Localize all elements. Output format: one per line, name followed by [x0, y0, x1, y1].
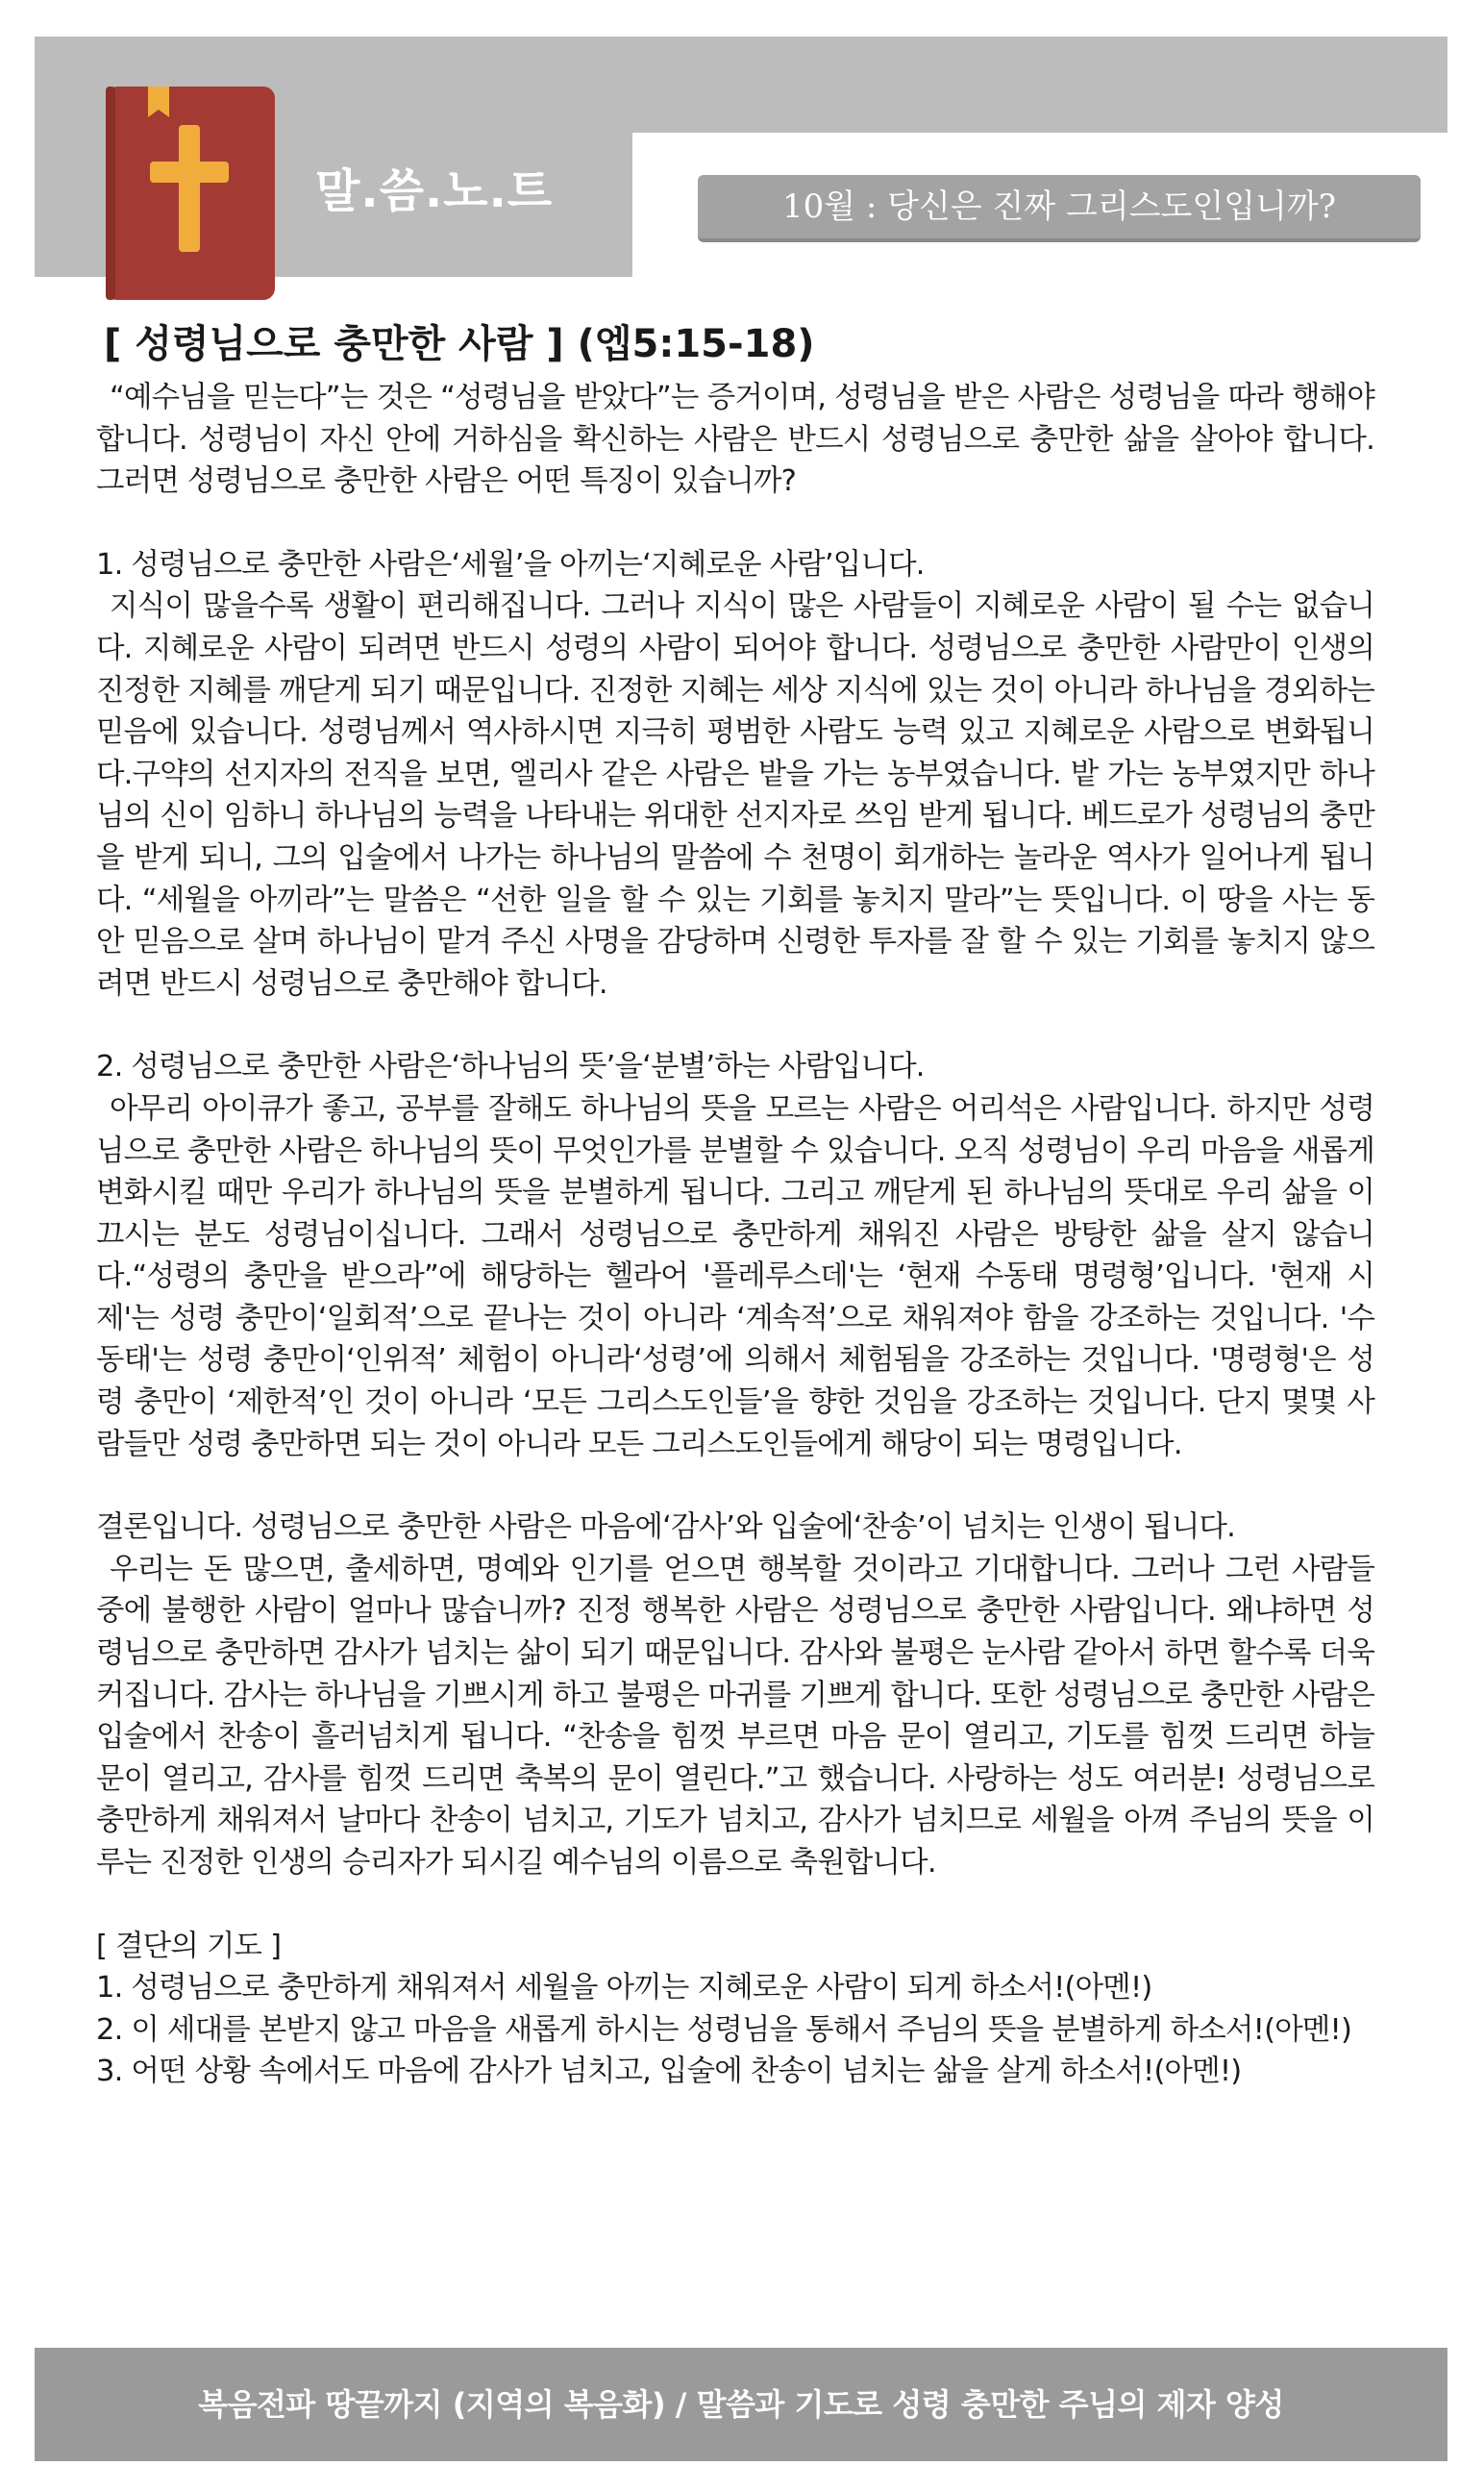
prayer-item: 1. 성령님으로 충만하게 채워져서 세월을 아끼는 지혜로운 사람이 되게 하소서!(아멘!): [96, 1971, 1152, 2005]
prayer-item: 3. 어떤 상황 속에서도 마음에 감사가 넘치고, 입술에 찬송이 넘치는 삶을 살게 하소서!(아멘!): [96, 2055, 1242, 2089]
prayer-item: 2. 이 세대를 본받지 않고 마음을 새롭게 하시는 성령님을 통해서 주님의 뜻을 분별하게 하소서!(아멘!): [96, 2012, 1352, 2047]
sermon-intro: “예수님을 믿는다”는 것은 “성령님을 받았다”는 증거이며, 성령님을 받은 사람은 성령님을 따라 행해야 합니다. 성령님이 자신 안에 거하심을 확신하는 사람은 반드시 성령님으로 충만한 삶을 살아야 합니다. 그러면 성령님으로 충만한 사람은 어떤 특징이 있습니까?: [96, 381, 1374, 499]
conclusion-body: 우리는 돈 많으면, 출세하면, 명예와 인기를 얻으면 행복할 것이라고 기대합니다. 그러나 그런 사람들 중에 불행한 사람이 얼마나 많습니까? 진정 행복한 사람은 성령님으로 충만한 사람입니다. 왜냐하면 성령님으로 충만하면 감사가 넘치는 삶이 되기 때문입니다. 감사와 불평은 눈사람 같아서 하면 할수록 더욱 커집니다. 감사는 하나님을 기쁘시게 하고 불평은 마귀를 기쁘게 합니다. 또한 성령님으로 충만한 사람은 입술에서 찬송이 흘러넘치게 됩니다. “찬송을 힘껏 부르면 마음 문이 열리고, 기도를 힘껏 드리면 하늘 문이 열리고, 감사를 힘껏 드리면 축복의 문이 열린다.”고 했습니다. 사랑하는 성도 여러분! 성령님으로 충만하게 채워져서 날마다 찬송이 넘치고, 기도가 넘치고, 감사가 넘치므로 세월을 아껴 주님의 뜻을 이루는 진정한 인생의 승리자가 되시길 예수님의 이름으로 축원합니다.: [96, 1552, 1374, 1880]
cross-horizontal: [150, 162, 229, 183]
point2-heading: 2. 성령님으로 충만한 사람은‘하나님의 뜻’을‘분별’하는 사람입니다.: [96, 1050, 925, 1084]
point2-body: 아무리 아이큐가 좋고, 공부를 잘해도 하나님의 뜻을 모르는 사람은 어리석은 사람입니다. 하지만 성령님으로 충만한 사람은 하나님의 뜻이 무엇인가를 분별할 수 있습니다. 오직 성령님이 우리 마음을 새롭게 변화시킬 때만 우리가 하나님의 뜻을 분별하게 됩니다. 그리고 깨닫게 된 하나님의 뜻대로 우리 삶을 이끄시는 분도 성령님이십니다. 그래서 성령님으로 충만하게 채워진 사람은 방탕한 삶을 살지 않습니다.“성령의 충만을 받으라”에 해당하는 헬라어 '플레루스데'는 ‘현재 수동태 명령형’입니다. '현재 시제'는 성령 충만이‘일회적’으로 끝나는 것이 아니라 ‘계속적’으로 채워져야 함을 강조하는 것입니다. '수동태'는 성령 충만이‘인위적’ 체험이 아니라‘성령’에 의해서 체험됨을 강조하는 것입니다. '명령형'은 성령 충만이 ‘제한적’인 것이 아니라 ‘모든 그리스도인들’을 향한 것임을 강조하는 것입니다. 단지 몇몇 사람들만 성령 충만하면 되는 것이 아니라 모든 그리스도인들에게 해당이 되는 명령입니다.: [96, 1091, 1374, 1461]
prayer-heading: [ 결단의 기도 ]: [96, 1929, 282, 1963]
bible-cross-icon: [106, 87, 275, 300]
point1-body: 지식이 많을수록 생활이 편리해집니다. 그러나 지식이 많은 사람들이 지혜로운 사람이 될 수는 없습니다. 지혜로운 사람이 되려면 반드시 성령의 사람이 되어야 합니다. 성령님으로 충만한 사람만이 인생의 진정한 지혜를 깨닫게 되기 때문입니다. 진정한 지혜는 세상 지식에 있는 것이 아니라 하나님을 경외하는 믿음에 있습니다. 성령님께서 역사하시면 지극히 평범한 사람도 능력 있고 지혜로운 사람으로 변화됩니다.구약의 선지자의 전직을 보면, 엘리사 같은 사람은 밭을 가는 농부였습니다. 밭 가는 농부였지만 하나님의 신이 임하니 하나님의 능력을 나타내는 위대한 선지자로 쓰임 받게 됩니다. 베드로가 성령님의 충만을 받게 되니, 그의 입술에서 나가는 하나님의 말씀에 수 천명이 회개하는 놀라운 역사가 일어나게 됩니다. “세월을 아끼라”는 말씀은 “선한 일을 할 수 있는 기회를 놓치지 말라”는 뜻입니다. 이 땅을 사는 동안 믿음으로 살며 하나님이 맡겨 주신 사명을 감당하며 신령한 투자를 잘 할 수 있는 기회를 놓치지 않으려면 반드시 성령님으로 충만해야 합니다.: [96, 589, 1374, 1001]
page-title: 말.씀.노.트: [315, 164, 554, 218]
point1-heading: 1. 성령님으로 충만한 사람은‘세월’을 아끼는‘지혜로운 사람’입니다.: [96, 547, 925, 582]
month-theme: 10월 : 당신은 진짜 그리스도인입니까?: [782, 187, 1336, 226]
footer-banner: [35, 2348, 1447, 2461]
conclusion-heading: 결론입니다. 성령님으로 충만한 사람은 마음에‘감사’와 입술에‘찬송’이 넘치는 인생이 됩니다.: [96, 1510, 1236, 1545]
footer-motto: 복음전파 땅끝까지 (지역의 복음화) / 말씀과 기도로 성령 충만한 주님의 제자 양성: [198, 2386, 1284, 2423]
sermon-content: [96, 317, 1374, 2093]
cross-vertical: [179, 125, 200, 252]
month-theme-box: [698, 175, 1421, 242]
bible-spine: [106, 87, 115, 300]
sermon-title: [ 성령님으로 충만한 사람 ] (엡5:15-18): [104, 322, 815, 366]
